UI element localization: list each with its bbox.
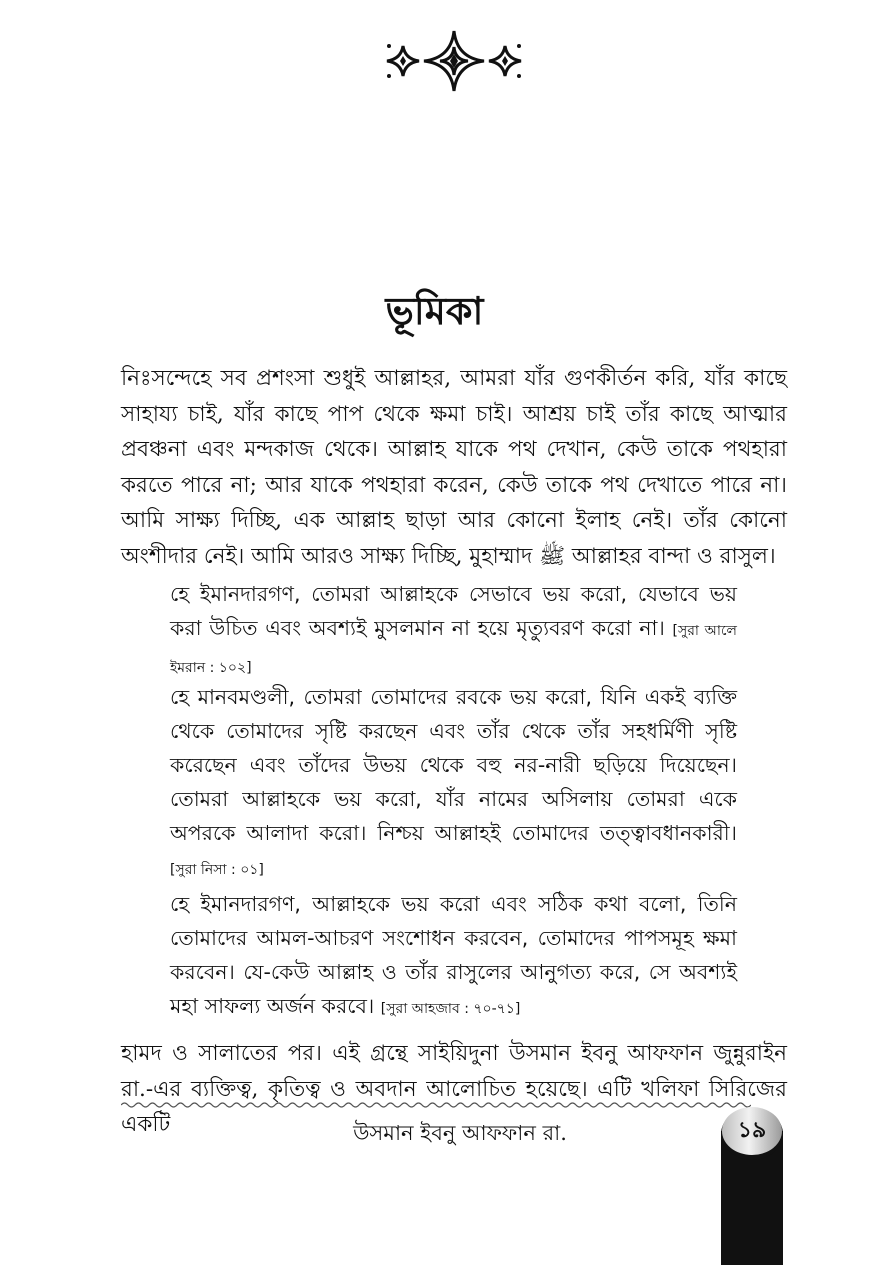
intro-paragraph: নিঃসন্দেহে সব প্রশংসা শুধুই আল্লাহর, আমরা যাঁর গুণকীর্তন করি, যাঁর কাছে সাহায্য চাই, যাঁর কাছে পাপ থেকে ক্ষমা চাই। আশ্রয় চাই তাঁর কাছে আত্মার প্রবঞ্চনা এবং মন্দকাজ থেকে। আল্লাহ যাকে পথ দেখান, কেউ তাকে পথহারা করতে পারে না; আর যাকে পথহারা করেন, কেউ তাকে পথ দেখাতে পারে না। আমি সাক্ষ্য দিচ্ছি, এক আল্লাহ ছাড়া আর কোনো ইলাহ নেই। তাঁর কোনো অংশীদার নেই। আমি আরও সাক্ষ্য দিচ্ছি, মুহাম্মাদ ﷺ আল্লাহর বান্দা ও রাসুল। [121, 366, 787, 569]
running-footer-title: উসমান ইবনু আফফান রা. [353, 1121, 567, 1145]
page-title: ভূমিকা [385, 289, 484, 333]
four-point-star-ornament-icon [383, 28, 525, 94]
quote-block [170, 680, 737, 887]
quote-text: হে ইমানদারগণ, তোমরা আল্লাহকে সেভাবে ভয় করো, যেভাবে ভয় করা উচিত এবং অবশ্যই মুসলমান না হয়ে মৃত্যুবরণ করো না। [170, 582, 737, 640]
quote-block [170, 577, 737, 685]
quote-text: হে ইমানদারগণ, আল্লাহকে ভয় করো এবং সঠিক কথা বলো, তিনি তোমাদের আমল-আচরণ সংশোধন করবেন, তোমাদের পাপসমূহ ক্ষমা করবেন। যে-কেউ আল্লাহ ও তাঁর রাসুলের আনুগত্য করে, সে অবশ্যই মহা সাফল্য অর্জন করবে। [170, 892, 737, 1018]
page-number: ১৯ [737, 1118, 767, 1143]
continuation-paragraph: হামদ ও সালাতের পর। এই গ্রন্থে সাইয়িদুনা উসমান ইবনু আফফান জুন্নুরাইন রা.-এর ব্যক্তিত্ব, কৃতিত্ব ও অবদান আলোচিত হয়েছে। এটি খলিফা সিরিজের একটি [121, 1041, 787, 1137]
quote-reference: [সুরা আহজাব : ৭০-৭১] [380, 1001, 521, 1017]
quote-text: হে মানবমণ্ডলী, তোমরা তোমাদের রবকে ভয় করো, যিনি একই ব্যক্তি থেকে তোমাদের সৃষ্টি করছেন এবং তাঁর থেকে তাঁর সহধর্মিণী সৃষ্টি করেছেন এবং তাঁদের উভয় থেকে বহু নর-নারী ছড়িয়ে দিয়েছেন। তোমরা আল্লাহকে ভয় করো, যাঁর নামের অসিলায় তোমরা একে অপরকে আলাদা করো। নিশ্চয় আল্লাহই তোমাদের তত্ত্বাবধানকারী। [170, 685, 737, 845]
quote-reference: [সুরা নিসা : ০১] [170, 862, 264, 878]
quote-block [170, 887, 737, 1026]
footer-divider [121, 1100, 751, 1110]
quote-reference: [সুরা আলে ইমরান : ১০২] [170, 623, 737, 676]
